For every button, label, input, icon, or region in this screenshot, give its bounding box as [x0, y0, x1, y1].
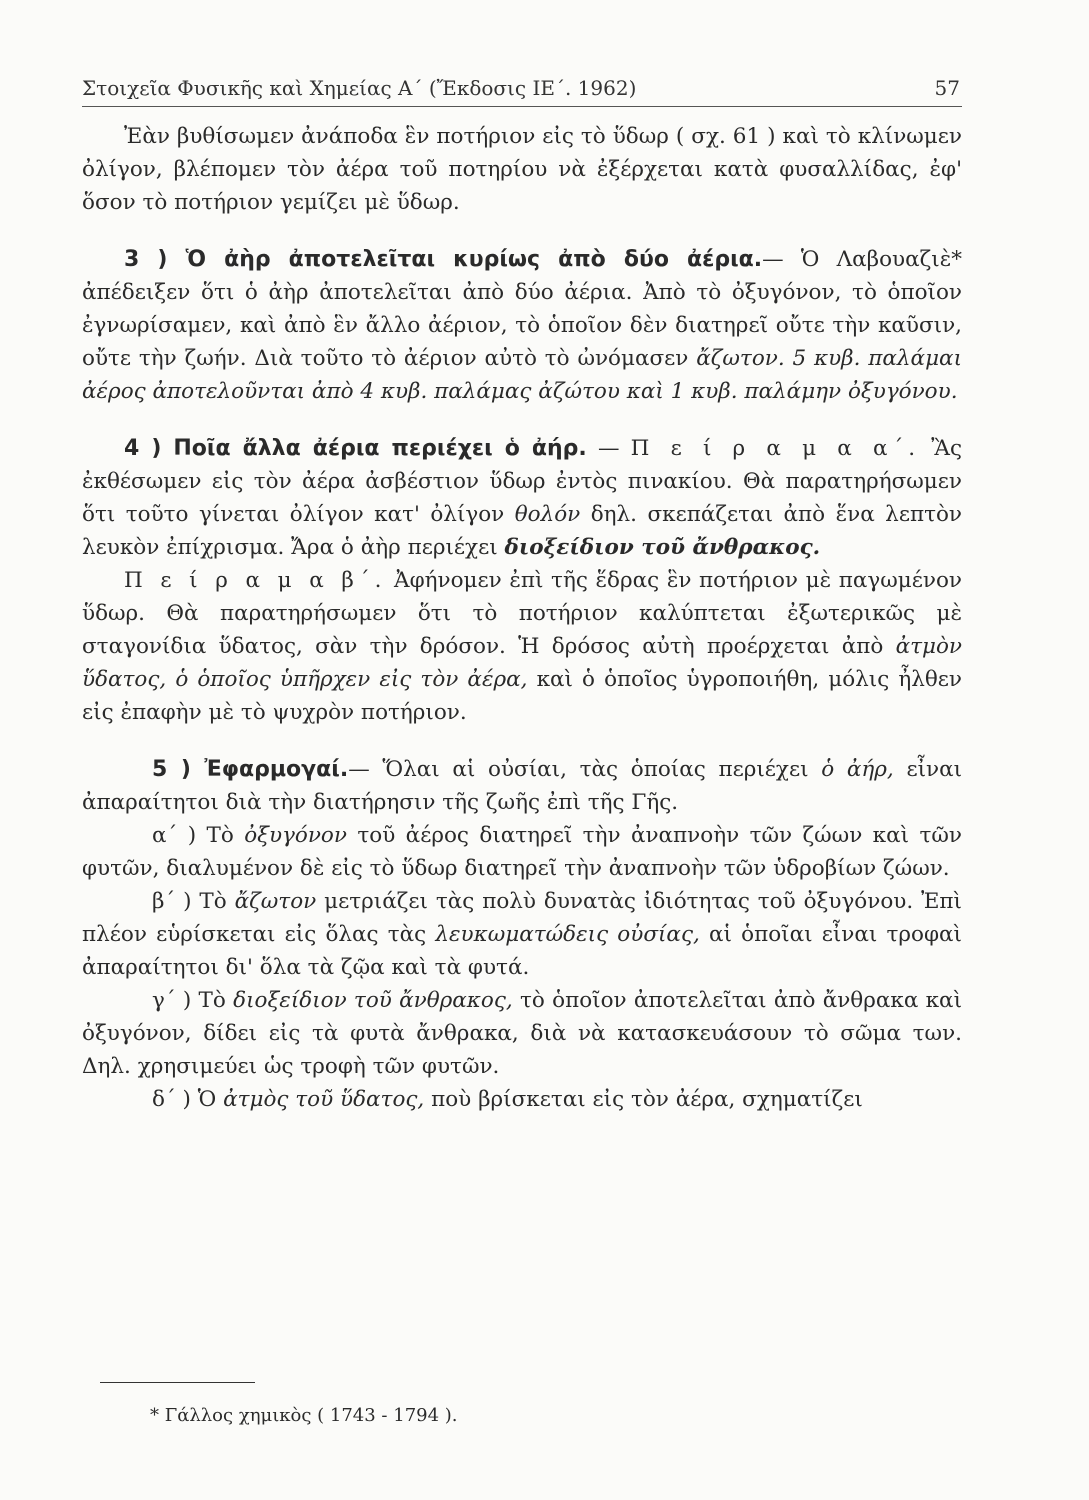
item-delta-text: ποὺ βρίσκεται εἰς τὸν ἀέρα, σχηματίζει — [424, 1087, 863, 1112]
item-beta-term: ἄζωτον — [234, 889, 317, 914]
item-delta — [82, 1083, 962, 1116]
section-5-italic: ὁ ἀήρ, — [821, 757, 894, 782]
section-3-text: — Ὁ Λαβουαζιὲ* ἀπέδειξεν ὅτι ὁ ἀὴρ ἀποτελεῖται ἀπὸ δύο ἀέρια. Ἀπὸ τὸ ὀξυγόνον, τὸ ὁποῖον ἐγνωρίσαμεν, καὶ ἀπὸ ἓν ἄλλο ἀέριον, τὸ ὁποῖον δὲν διατηρεῖ οὔτε τὴν καῦσιν, οὔτε τὴν ζωήν. Διὰ τοῦτο τὸ ἀέριον αὐτὸ τὸ ὠνόμασεν — [82, 247, 962, 371]
item-gamma — [82, 984, 962, 1083]
experiment-b-text-2: καὶ ὁ ὁποῖος ὑγροποιήθη, μόλις ἦλθεν εἰς ἐπαφὴν μὲ τὸ ψυχρὸν ποτήριον. — [82, 667, 963, 725]
header-title: Στοιχεῖα Φυσικῆς καὶ Χημείας Α΄ (Ἔκδοσις ΙΕ΄. 1962) — [82, 76, 637, 100]
footnote: * Γάλλος χημικὸς ( 1743 - 1794 ). — [150, 1405, 458, 1426]
section-3-paragraph — [82, 243, 962, 408]
section-5-text-2: εἶναι ἀπαραίτητοι διὰ τὴν διατήρησιν τῆς ζωῆς ἐπὶ τῆς Γῆς. — [82, 757, 963, 815]
item-beta — [82, 885, 962, 984]
item-delta-term: ἀτμὸς τοῦ ὕδατος, — [223, 1087, 425, 1112]
item-gamma-term: διοξείδιον τοῦ ἄνθρακος, — [233, 988, 513, 1013]
experiment-a-label: Π ε ί ρ α μ α α΄. — [630, 436, 921, 461]
item-delta-label: δ΄ ) Ὁ — [152, 1087, 224, 1112]
footnote-divider — [100, 1382, 255, 1383]
section-4-heading: 4 ) Ποῖα ἄλλα ἀέρια περιέχει ὁ ἀήρ. — [124, 436, 587, 461]
section-4-italic-2: διοξείδιον τοῦ ἄνθρακος. — [504, 535, 821, 560]
section-5-heading: 5 ) Ἐφαρμογαί. — [152, 757, 349, 782]
item-beta-text-1: μετριάζει τὰς πολὺ δυνατὰς ἰδιότητας τοῦ ὀξυγόνου. Ἐπὶ πλέον εὑρίσκεται εἰς ὅλας τὰς — [82, 889, 962, 947]
section-4-italic-1: θολόν — [514, 502, 581, 527]
item-beta-italic: λευκωματώδεις οὐσίας, — [435, 922, 700, 947]
section-4-dash: — — [586, 436, 631, 461]
section-5-text-1: — Ὅλαι αἱ οὐσίαι, τὰς ὁποίας περιέχει — [348, 757, 822, 782]
item-alpha-text: τοῦ ἀέρος διατηρεῖ τὴν ἀναπνοὴν τῶν ζώων καὶ τῶν φυτῶν, διαλυμένον δὲ εἰς τὸ ὕδωρ διατηρεῖ τὴν ἀναπνοὴν τῶν ὑδροβίων ζώων. — [82, 823, 962, 881]
running-header — [82, 72, 962, 107]
experiment-b-italic: ἀτμὸν ὕδατος, ὁ ὁποῖος ὑπῆρχεν εἰς τὸν ἀέρα, — [82, 634, 962, 692]
experiment-b-text-1: Ἀφήνομεν ἐπὶ τῆς ἕδρας ἓν ποτήριον μὲ παγωμένον ὕδωρ. Θὰ παρατηρήσωμεν ὅτι τὸ ποτήριον καλύπτεται ἐξωτερικῶς μὲ σταγονίδια ὕδατος, σὰν τὴν δρόσον. Ἡ δρόσος αὐτὴ προέρχεται ἀπὸ — [82, 568, 962, 659]
section-4-text-2: δηλ. σκεπάζεται ἀπὸ ἕνα λεπτὸν λευκὸν ἐπίχρισμα. Ἄρα ὁ ἀὴρ περιέχει — [82, 502, 962, 560]
item-alpha — [82, 819, 962, 885]
section-4-paragraph — [82, 432, 962, 564]
page-number: 57 — [934, 76, 960, 100]
experiment-b-paragraph — [82, 564, 962, 729]
item-beta-text-2: αἱ ὁποῖαι εἶναι τροφαὶ ἀπαραίτητοι δι' ὅλα τὰ ζῷα καὶ τὰ φυτά. — [82, 922, 962, 980]
section-3-heading: 3 ) Ὁ ἀὴρ ἀποτελεῖται κυρίως ἀπὸ δύο ἀέρια. — [124, 247, 763, 272]
section-5-paragraph — [82, 753, 962, 819]
section-3-italic: ἄζωτον. 5 κυβ. παλάμαι ἀέρος ἀποτελοῦνται ἀπὸ 4 κυβ. παλάμας ἀζώτου καὶ 1 κυβ. παλάμην ὀξυγόνου. — [82, 346, 962, 404]
item-alpha-label: α΄ ) Τὸ — [152, 823, 245, 848]
main-text — [82, 120, 962, 1116]
item-gamma-text: τὸ ὁποῖον ἀποτελεῖται ἀπὸ ἄνθρακα καὶ ὀξυγόνον, δίδει εἰς τὰ φυτὰ ἄνθρακα, διὰ νὰ κατασκευάσουν τὸ σῶμα των. Δηλ. χρησιμεύει ὡς τροφὴ τῶν φυτῶν. — [82, 988, 963, 1079]
item-alpha-term: ὀξυγόνον — [244, 823, 347, 848]
section-4-text-1: Ἂς ἐκθέσωμεν εἰς τὸν ἀέρα ἀσβέστιον ὕδωρ ἐντὸς πινακίου. Θὰ παρατηρήσωμεν ὅτι τοῦτο γίνεται ὀλίγον κατ' ὀλίγον — [82, 436, 963, 527]
intro-paragraph: Ἐὰν βυθίσωμεν ἀνάποδα ἓν ποτήριον εἰς τὸ ὕδωρ ( σχ. 61 ) καὶ τὸ κλίνωμεν ὀλίγον, βλέπομεν τὸν ἀέρα τοῦ ποτηρίου νὰ ἐξέρχεται κατὰ φυσαλλίδας, ἐφ' ὅσον τὸ ποτήριον γεμίζει μὲ ὕδωρ. — [82, 124, 962, 215]
item-beta-label: β΄ ) Τὸ — [152, 889, 235, 914]
experiment-b-label: Π ε ί ρ α μ α β΄. — [124, 568, 387, 593]
item-gamma-label: γ΄ ) Τὸ — [152, 988, 234, 1013]
